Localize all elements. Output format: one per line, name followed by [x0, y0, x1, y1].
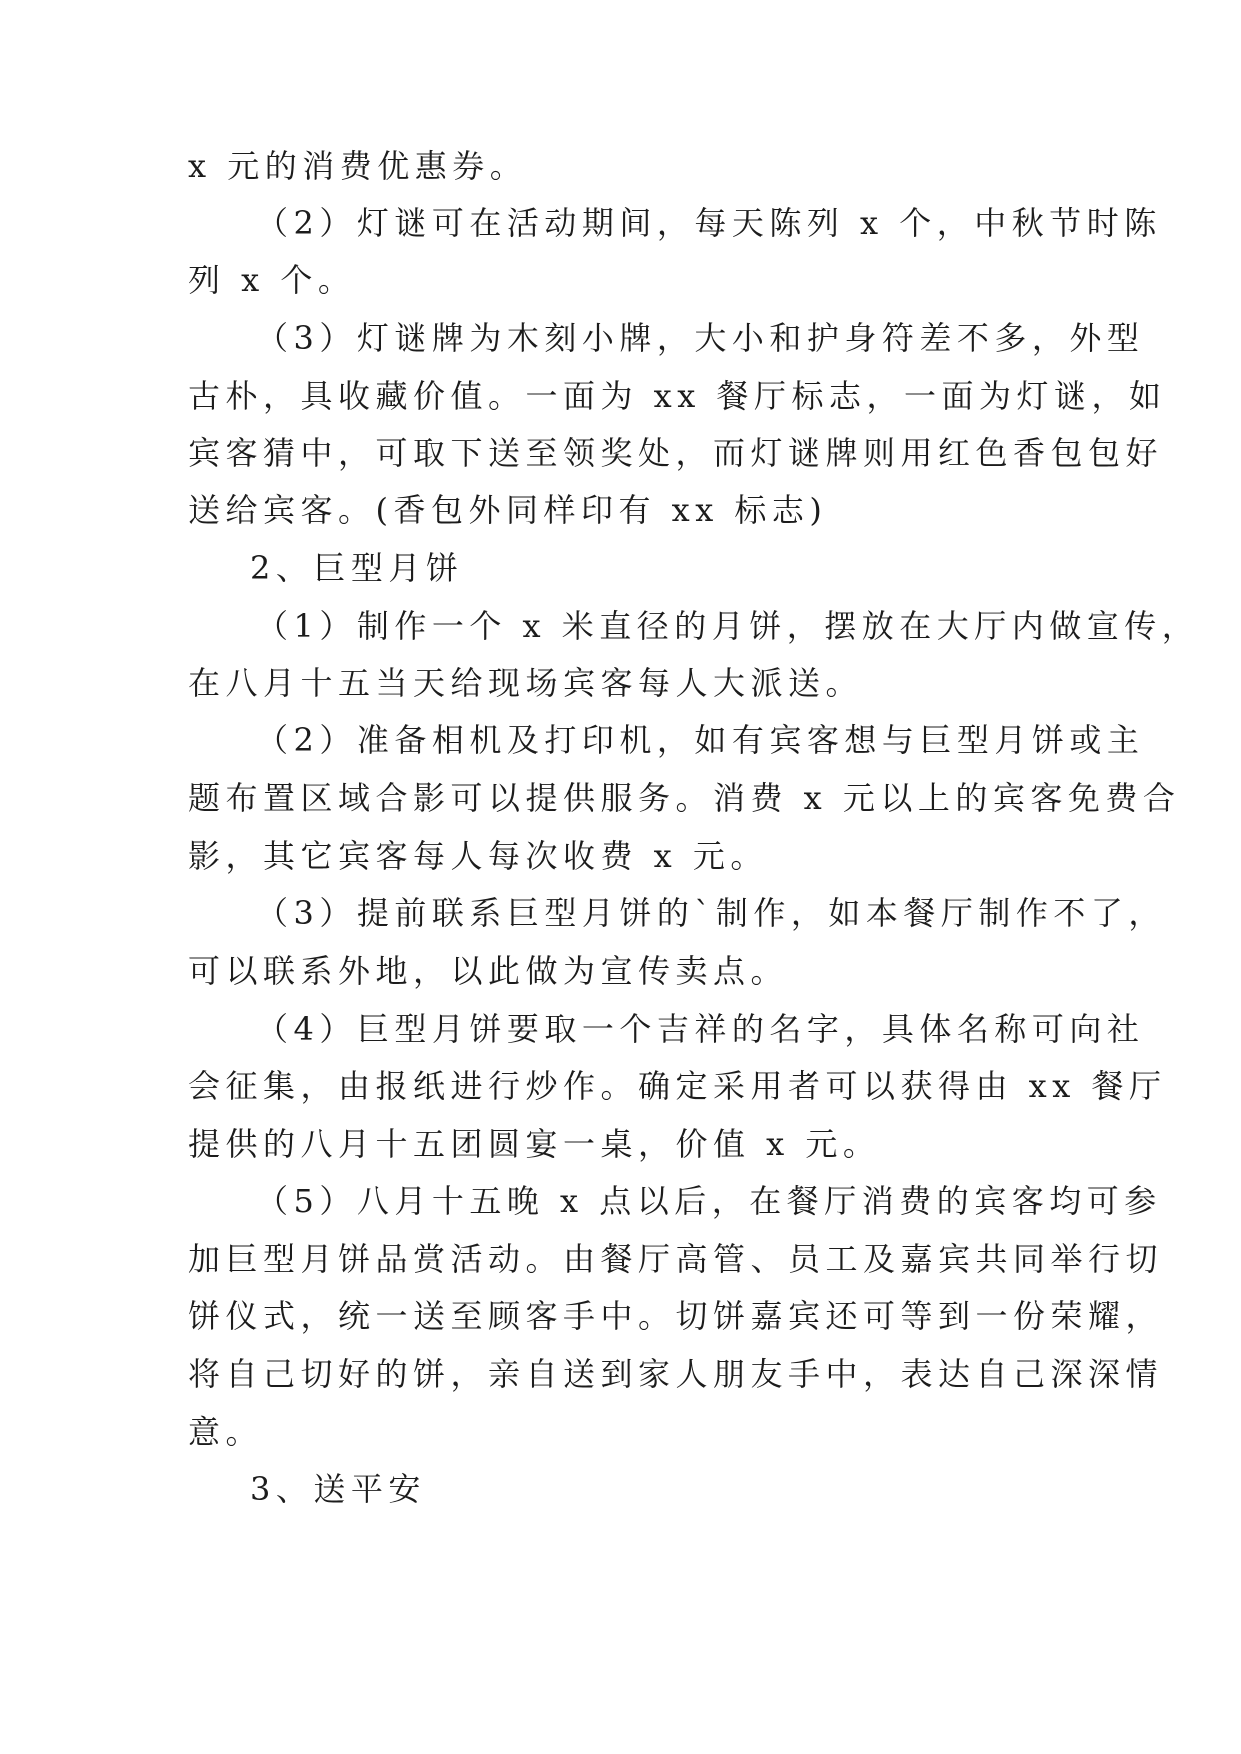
text-line-16: （4）巨型月饼要取一个吉祥的名字，具体名称可向社: [256, 1010, 1145, 1048]
text-line-5: 古朴，具收藏价值。一面为 xx 餐厅标志，一面为灯谜，如: [188, 377, 1167, 415]
text-line-14: （3）提前联系巨型月饼的`制作，如本餐厅制作不了，: [256, 894, 1166, 932]
text-line-9: （1）制作一个 x 米直径的月饼，摆放在大厅内做宣传，: [256, 607, 1200, 645]
text-line-19: （5）八月十五晚 x 点以后，在餐厅消费的宾客均可参: [256, 1182, 1162, 1220]
text-line-12: 题布置区域合影可以提供服务。消费 x 元以上的宾客免费合: [188, 779, 1181, 817]
text-line-18: 提供的八月十五团圆宴一桌，价值 x 元。: [188, 1125, 881, 1163]
section-heading-3: 3、送平安: [250, 1470, 426, 1508]
text-line-23: 意。: [188, 1413, 264, 1451]
text-line-15: 可以联系外地，以此做为宣传卖点。: [188, 952, 789, 990]
text-line-6: 宾客猜中，可取下送至领奖处，而灯谜牌则用红色香包包好: [188, 434, 1164, 472]
section-heading-2: 2、巨型月饼: [250, 549, 464, 587]
text-line-21: 饼仪式，统一送至顾客手中。切饼嘉宾还可等到一份荣耀，: [188, 1297, 1164, 1335]
text-line-2: （2）灯谜可在活动期间，每天陈列 x 个，中秋节时陈: [256, 204, 1162, 242]
text-line-10: 在八月十五当天给现场宾客每人大派送。: [188, 664, 864, 702]
text-line-3: 列 x 个。: [188, 261, 356, 299]
text-line-4: （3）灯谜牌为木刻小牌，大小和护身符差不多，外型: [256, 319, 1145, 357]
text-line-17: 会征集，由报纸进行炒作。确定采用者可以获得由 xx 餐厅: [188, 1067, 1167, 1105]
text-line-22: 将自己切好的饼，亲自送到家人朋友手中，表达自己深深情: [188, 1355, 1164, 1393]
text-line-11: （2）准备相机及打印机，如有宾客想与巨型月饼或主: [256, 721, 1145, 759]
text-line-13: 影，其它宾客每人每次收费 x 元。: [188, 837, 768, 875]
text-line-7: 送给宾客。(香包外同样印有 xx 标志): [188, 491, 828, 529]
text-line-20: 加巨型月饼品赏活动。由餐厅高管、员工及嘉宾共同举行切: [188, 1240, 1164, 1278]
text-line-1: x 元的消费优惠券。: [188, 147, 528, 185]
